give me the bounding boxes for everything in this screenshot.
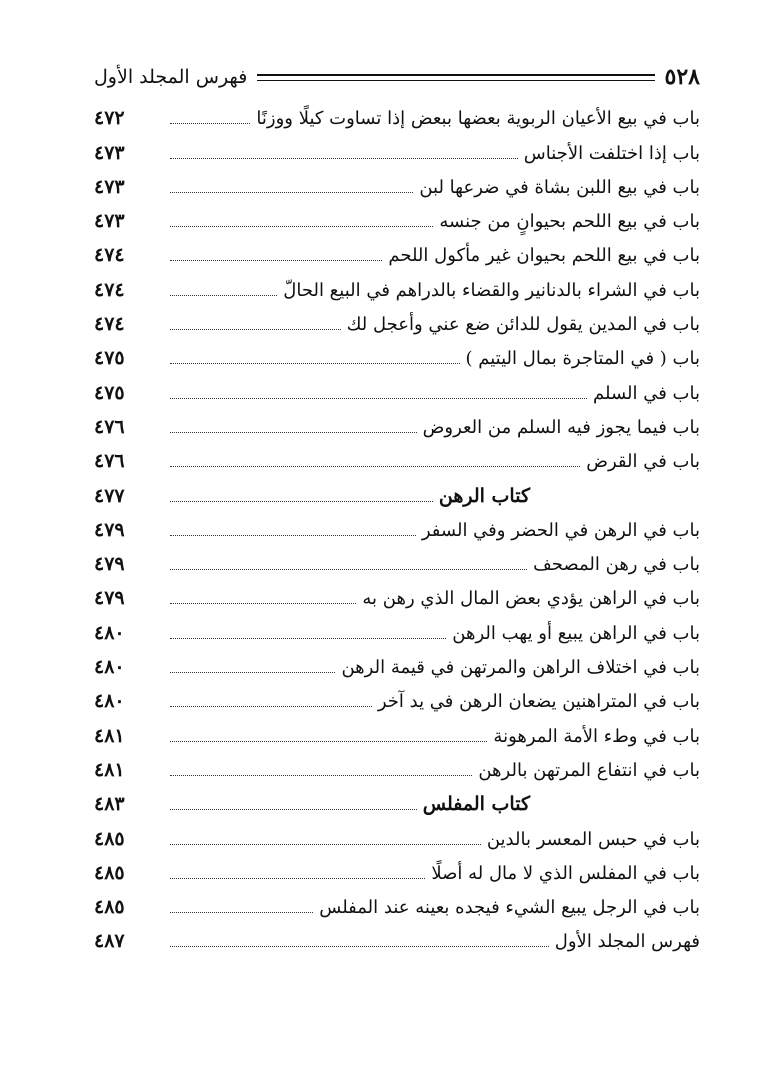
toc-entry: [94, 237, 700, 271]
toc-entry: [94, 649, 700, 683]
dot-leader: [170, 123, 250, 124]
entry-title: باب في بيع اللحم بحيوان غير مأكول اللحم: [388, 245, 700, 267]
entry-title: باب في حبس المعسر بالدين: [486, 828, 700, 850]
entry-title: باب في القرض: [586, 451, 700, 473]
toc-entry: [94, 717, 700, 751]
entry-page-number: ٤٨٣: [94, 793, 125, 816]
toc-entry: [94, 340, 700, 374]
page-number: ٥٢٨: [664, 64, 700, 90]
entry-title: باب في الرجل يبيع الشيء فيجده بعينه عند المفلس: [319, 897, 700, 919]
toc-entry: [94, 306, 700, 340]
entry-title: باب في السلم: [593, 382, 700, 404]
entry-title: باب في الراهن يؤدي بعض المال الذي رهن به: [362, 588, 700, 610]
entry-page-number: ٤٧٦: [94, 415, 125, 438]
toc-entry: [94, 134, 700, 168]
entry-title: باب في اختلاف الراهن والمرتهن في قيمة الرهن: [341, 657, 700, 679]
dot-leader: [170, 192, 413, 193]
entry-page-number: ٤٧٤: [94, 278, 125, 301]
toc-entry: [94, 100, 700, 134]
dot-leader: [170, 569, 527, 570]
running-title: فهرس المجلد الأول: [94, 66, 248, 88]
toc-entry: [94, 683, 700, 717]
dot-leader: [170, 672, 335, 673]
entry-page-number: ٤٨٧: [94, 930, 125, 953]
entry-title: باب في المدين يقول للدائن ضع عني وأعجل لك: [346, 314, 700, 336]
entry-page-number: ٤٧٣: [94, 175, 125, 198]
header-rule: [257, 74, 654, 81]
entry-title: باب في بيع الأعيان الربوية بعضها ببعض إذا تساوت كيلًا ووزنًا: [256, 108, 700, 130]
entry-page-number: ٤٧٥: [94, 381, 125, 404]
dot-leader: [170, 775, 472, 776]
dot-leader: [170, 946, 549, 947]
entry-title: باب في رهن المصحف: [533, 554, 700, 576]
entry-title: باب إذا اختلفت الأجناس: [523, 142, 700, 164]
dot-leader: [170, 741, 487, 742]
dot-leader: [170, 501, 433, 502]
dot-leader: [170, 226, 433, 227]
toc-entry: [94, 203, 700, 237]
entry-title: باب في المتراهنين يضعان الرهن في يد آخر: [377, 691, 700, 713]
table-of-contents: [94, 100, 700, 957]
entry-title: باب في الرهن في الحضر وفي السفر: [421, 519, 700, 541]
toc-section-heading: [94, 477, 700, 511]
dot-leader: [170, 432, 417, 433]
dot-leader: [170, 363, 460, 364]
entry-page-number: ٤٨٥: [94, 861, 125, 884]
entry-page-number: ٤٧٢: [94, 107, 125, 130]
entry-page-number: ٤٧٥: [94, 347, 125, 370]
dot-leader: [170, 535, 416, 536]
entry-page-number: ٤٨١: [94, 758, 125, 781]
toc-entry: [94, 752, 700, 786]
toc-entry: [94, 169, 700, 203]
dot-leader: [170, 158, 518, 159]
entry-page-number: ٤٧٩: [94, 518, 125, 541]
entry-page-number: ٤٧٩: [94, 587, 125, 610]
entry-page-number: ٤٨٥: [94, 827, 125, 850]
entry-page-number: ٤٧٧: [94, 484, 125, 507]
entry-title: فهرس المجلد الأول: [554, 931, 700, 953]
entry-title: كتاب المفلس: [422, 793, 530, 816]
entry-title: باب في المفلس الذي لا مال له أصلًا: [431, 862, 700, 884]
entry-title: باب ( في المتاجرة بمال اليتيم ): [465, 348, 700, 370]
entry-page-number: ٤٧٤: [94, 313, 125, 336]
dot-leader: [170, 295, 277, 296]
entry-page-number: ٤٨١: [94, 724, 125, 747]
entry-title: باب في الشراء بالدنانير والقضاء بالدراهم في البيع الحالّ: [283, 279, 700, 301]
dot-leader: [170, 260, 382, 261]
dot-leader: [170, 329, 341, 330]
toc-entry: [94, 512, 700, 546]
dot-leader: [170, 706, 372, 707]
entry-page-number: ٤٧٣: [94, 210, 125, 233]
dot-leader: [170, 638, 446, 639]
dot-leader: [170, 878, 425, 879]
toc-entry: [94, 820, 700, 854]
toc-entry: [94, 443, 700, 477]
entry-page-number: ٤٨٥: [94, 896, 125, 919]
toc-entry: [94, 580, 700, 614]
toc-entry: [94, 374, 700, 408]
dot-leader: [170, 603, 356, 604]
entry-page-number: ٤٧٦: [94, 450, 125, 473]
dot-leader: [170, 466, 580, 467]
dot-leader: [170, 844, 481, 845]
toc-section-heading: [94, 786, 700, 820]
page-header: [94, 58, 700, 96]
dot-leader: [170, 912, 313, 913]
toc-entry: [94, 855, 700, 889]
toc-entry: [94, 271, 700, 305]
dot-leader: [170, 809, 417, 810]
toc-entry: [94, 889, 700, 923]
toc-entry: [94, 923, 700, 957]
entry-page-number: ٤٧٤: [94, 244, 125, 267]
entry-page-number: ٤٧٩: [94, 553, 125, 576]
entry-title: باب في بيع اللبن بشاة في ضرعها لبن: [419, 176, 700, 198]
entry-page-number: ٤٧٣: [94, 141, 125, 164]
entry-title: باب في وطء الأمة المرهونة: [493, 725, 700, 747]
toc-entry: [94, 546, 700, 580]
entry-page-number: ٤٨٠: [94, 656, 125, 679]
entry-title: باب في بيع اللحم بحيوانٍ من جنسه: [439, 211, 700, 233]
entry-title: باب في انتفاع المرتهن بالرهن: [478, 759, 700, 781]
dot-leader: [170, 398, 587, 399]
entry-title: باب فيما يجوز فيه السلم من العروض: [422, 416, 700, 438]
entry-page-number: ٤٨٠: [94, 690, 125, 713]
entry-title: باب في الراهن يبيع أو يهب الرهن: [452, 622, 700, 644]
toc-entry: [94, 409, 700, 443]
toc-entry: [94, 614, 700, 648]
entry-title: كتاب الرهن: [438, 484, 530, 507]
entry-page-number: ٤٨٠: [94, 621, 125, 644]
